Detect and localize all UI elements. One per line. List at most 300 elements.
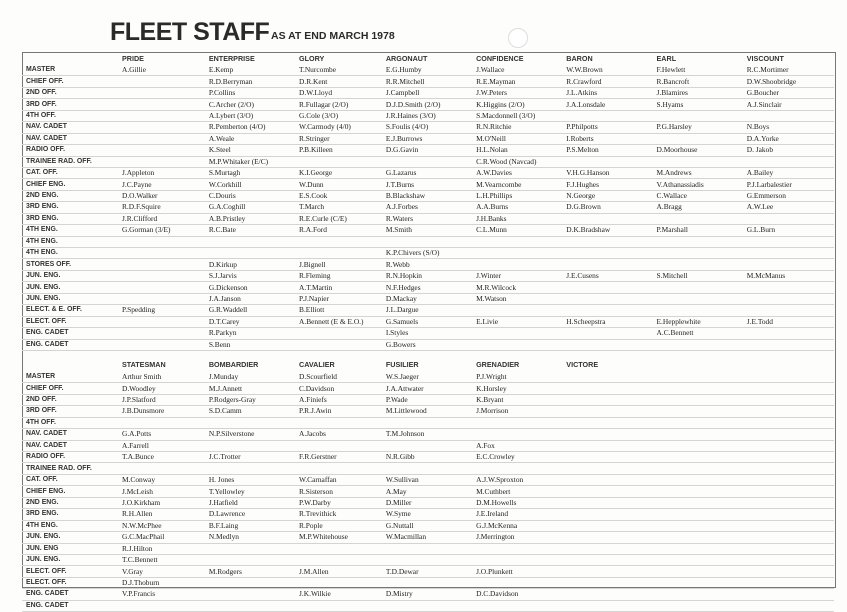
- staff-name-cell: C.R.Wood (Navcad): [473, 156, 563, 167]
- staff-name-cell: R.R.Mitchell: [383, 76, 473, 87]
- staff-name-cell: J.E.Ireland: [473, 509, 563, 520]
- staff-name-cell: [296, 417, 383, 428]
- staff-name-cell: [744, 394, 834, 405]
- staff-name-cell: E.Livie: [473, 316, 563, 327]
- staff-name-cell: [296, 156, 383, 167]
- table-row: [22, 486, 834, 497]
- staff-name-cell: D.Mistry: [383, 589, 473, 600]
- staff-name-cell: N.R.Gibb: [383, 452, 473, 463]
- staff-name-cell: [654, 486, 744, 497]
- staff-name-cell: [383, 156, 473, 167]
- staff-name-cell: G.Dickenson: [206, 282, 296, 293]
- staff-name-cell: R.N.Ritchie: [473, 122, 563, 133]
- table-row: [22, 440, 834, 451]
- staff-name-cell: S.Mitchell: [654, 270, 744, 281]
- rank-label: ELECT. OFF.: [22, 566, 119, 577]
- staff-name-cell: M.J.Annett: [206, 383, 296, 394]
- staff-name-cell: [654, 133, 744, 144]
- staff-name-cell: G.J.McKenna: [473, 520, 563, 531]
- rank-label: 4TH ENG.: [22, 520, 119, 531]
- staff-name-cell: J.Hatfield: [206, 497, 296, 508]
- staff-name-cell: [654, 372, 744, 383]
- rank-label: ELECT. OFF.: [22, 577, 119, 588]
- staff-name-cell: [473, 577, 563, 588]
- staff-name-cell: [563, 497, 653, 508]
- ship-name-header: GLORY: [299, 53, 325, 63]
- staff-name-cell: R.Stringer: [296, 133, 383, 144]
- staff-name-cell: R.N.Hopkin: [383, 270, 473, 281]
- staff-name-cell: D.A.Yorke: [744, 133, 834, 144]
- staff-name-cell: G.A.Potts: [119, 429, 206, 440]
- staff-name-cell: A.Bragg: [654, 202, 744, 213]
- rank-label: 3RD OFF.: [22, 99, 119, 110]
- staff-name-cell: [473, 463, 563, 474]
- staff-name-cell: [654, 452, 744, 463]
- rank-label: 2ND ENG.: [22, 190, 119, 201]
- rank-label: JUN. ENG.: [22, 532, 119, 543]
- staff-name-cell: A.W.Davies: [473, 167, 563, 178]
- staff-name-cell: V.Athanassiadis: [654, 179, 744, 190]
- staff-name-cell: [206, 236, 296, 247]
- staff-name-cell: [119, 236, 206, 247]
- staff-name-cell: T.A.Bunce: [119, 452, 206, 463]
- rank-label: 3RD OFF.: [22, 406, 119, 417]
- table-row: [22, 248, 834, 259]
- staff-name-cell: D.Kirkup: [206, 259, 296, 270]
- staff-name-cell: J.A.Janson: [206, 293, 296, 304]
- staff-name-cell: [744, 236, 834, 247]
- staff-name-cell: F.Hewlett: [654, 65, 744, 76]
- staff-name-cell: J.R.Clifford: [119, 213, 206, 224]
- staff-name-cell: [206, 417, 296, 428]
- staff-name-cell: D.T.Carey: [206, 316, 296, 327]
- staff-name-cell: Arthur Smith: [119, 372, 206, 383]
- ship-name-header: [744, 359, 834, 372]
- staff-name-cell: R.Sisterson: [296, 486, 383, 497]
- staff-name-cell: [119, 282, 206, 293]
- staff-name-cell: F.J.Hughes: [563, 179, 653, 190]
- staff-name-cell: [744, 440, 834, 451]
- rank-label: MASTER: [22, 372, 119, 383]
- staff-name-cell: R.Bancroft: [654, 76, 744, 87]
- rank-label: CHIEF OFF.: [22, 76, 119, 87]
- staff-name-cell: [119, 122, 206, 133]
- rank-label: JUN. ENG.: [22, 282, 119, 293]
- staff-name-cell: M.P.Whitehouse: [296, 532, 383, 543]
- staff-name-cell: A.Bennett (E & E.O.): [296, 316, 383, 327]
- table-row: [22, 328, 834, 339]
- staff-name-cell: J.C.Payne: [119, 179, 206, 190]
- staff-name-cell: [744, 566, 834, 577]
- staff-name-cell: [563, 589, 653, 600]
- staff-name-cell: E.Kemp: [206, 65, 296, 76]
- rank-label: CAT. OFF.: [22, 167, 119, 178]
- staff-name-cell: G.Samuels: [383, 316, 473, 327]
- staff-name-cell: [206, 577, 296, 588]
- staff-name-cell: K.Bryant: [473, 394, 563, 405]
- staff-name-cell: P.W.Darby: [296, 497, 383, 508]
- staff-name-cell: J.T.Burns: [383, 179, 473, 190]
- staff-name-cell: D.W.Lloyd: [296, 87, 383, 98]
- staff-name-cell: R.Crawford: [563, 76, 653, 87]
- staff-name-cell: [473, 259, 563, 270]
- staff-name-cell: [563, 248, 653, 259]
- staff-name-cell: J.A.Lonsdale: [563, 99, 653, 110]
- rank-label: JUN. ENG.: [22, 554, 119, 565]
- staff-name-cell: [206, 600, 296, 611]
- staff-name-cell: S.Hyams: [654, 99, 744, 110]
- staff-name-cell: [296, 236, 383, 247]
- staff-name-cell: [744, 293, 834, 304]
- staff-name-cell: R.Fullagar (2/O): [296, 99, 383, 110]
- staff-name-cell: S.Foulis (4/O): [383, 122, 473, 133]
- staff-name-cell: J.Merrington: [473, 532, 563, 543]
- lower-ship-header-row: [22, 359, 834, 372]
- ship-name-header: PRIDE: [121, 53, 144, 63]
- staff-name-cell: J.O.Plunkett: [473, 566, 563, 577]
- staff-name-cell: W.Macmillan: [383, 532, 473, 543]
- staff-name-cell: S.Murtagh: [206, 167, 296, 178]
- staff-name-cell: [654, 282, 744, 293]
- staff-name-cell: [654, 532, 744, 543]
- staff-name-cell: J.E.Cusens: [563, 270, 653, 281]
- staff-name-cell: [383, 236, 473, 247]
- staff-name-cell: M.McManus: [744, 270, 834, 281]
- ship-name-header: ARGONAUT: [385, 53, 428, 63]
- staff-name-cell: [563, 406, 653, 417]
- staff-name-cell: D.K.Bradshaw: [563, 225, 653, 236]
- staff-name-cell: P.S.Melton: [563, 145, 653, 156]
- staff-name-cell: J.L.Atkins: [563, 87, 653, 98]
- staff-name-cell: B.F.Laing: [206, 520, 296, 531]
- staff-name-cell: R.E.Curle (C/E): [296, 213, 383, 224]
- table-row: [22, 282, 834, 293]
- staff-name-cell: [744, 543, 834, 554]
- staff-name-cell: F.R.Gerstner: [296, 452, 383, 463]
- staff-name-cell: A.W.Lee: [744, 202, 834, 213]
- staff-name-cell: [744, 213, 834, 224]
- staff-name-cell: D.J.D.Smith (2/O): [383, 99, 473, 110]
- staff-name-cell: [296, 600, 383, 611]
- staff-name-cell: [206, 463, 296, 474]
- staff-name-cell: D.Mackay: [383, 293, 473, 304]
- table-row: [22, 259, 834, 270]
- staff-name-cell: A.J.Forbes: [383, 202, 473, 213]
- staff-name-cell: W.Carmody (4/0): [296, 122, 383, 133]
- staff-name-cell: [383, 543, 473, 554]
- staff-name-cell: [119, 248, 206, 259]
- section-spacer: [22, 350, 834, 359]
- staff-name-cell: J.Munday: [206, 372, 296, 383]
- table-row: [22, 236, 834, 247]
- staff-name-cell: J.W.Peters: [473, 87, 563, 98]
- ship-name-header: CONFIDENCE: [476, 53, 524, 63]
- staff-name-cell: [654, 474, 744, 485]
- staff-name-cell: L.H.Phillips: [473, 190, 563, 201]
- staff-name-cell: [296, 328, 383, 339]
- staff-name-cell: [206, 543, 296, 554]
- staff-name-cell: J.Campbell: [383, 87, 473, 98]
- rank-label: TRAINEE RAD. OFF.: [22, 156, 119, 167]
- staff-name-cell: M.R.Wilcock: [473, 282, 563, 293]
- staff-name-cell: [119, 328, 206, 339]
- staff-name-cell: [563, 463, 653, 474]
- staff-name-cell: [563, 452, 653, 463]
- rank-label: 2ND OFF.: [22, 87, 119, 98]
- staff-name-cell: [119, 259, 206, 270]
- staff-name-cell: T.March: [296, 202, 383, 213]
- staff-name-cell: [654, 394, 744, 405]
- rank-label: ELECT. & E. OFF.: [22, 305, 119, 316]
- table-row: [22, 497, 834, 508]
- staff-name-cell: [563, 520, 653, 531]
- staff-name-cell: A.J.W.Sproxton: [473, 474, 563, 485]
- table-row: [22, 383, 834, 394]
- table-row: [22, 429, 834, 440]
- staff-name-cell: G.Lazarus: [383, 167, 473, 178]
- table-row: [22, 316, 834, 327]
- staff-name-cell: N.P.Silverstone: [206, 429, 296, 440]
- staff-name-cell: H.Scheepstra: [563, 316, 653, 327]
- staff-name-cell: [563, 156, 653, 167]
- staff-name-cell: [744, 486, 834, 497]
- staff-name-cell: [119, 270, 206, 281]
- staff-name-cell: [473, 328, 563, 339]
- staff-name-cell: M.Cuthbert: [473, 486, 563, 497]
- ship-name-header: CAVALIER: [299, 360, 335, 370]
- staff-name-cell: [563, 417, 653, 428]
- staff-name-cell: A.Lybert (3/O): [206, 110, 296, 121]
- staff-name-cell: G.Boucher: [744, 87, 834, 98]
- table-row: [22, 122, 834, 133]
- rank-label: CHIEF OFF.: [22, 383, 119, 394]
- staff-name-cell: H.L.Nolan: [473, 145, 563, 156]
- rank-label: NAV. CADET: [22, 122, 119, 133]
- staff-name-cell: S.Benn: [206, 339, 296, 350]
- table-row: [22, 190, 834, 201]
- rank-label: 4TH OFF.: [22, 110, 119, 121]
- staff-name-cell: A.J.Sinclair: [744, 99, 834, 110]
- staff-name-cell: [654, 577, 744, 588]
- staff-name-cell: J.P.Slatford: [119, 394, 206, 405]
- staff-name-cell: [296, 554, 383, 565]
- staff-name-cell: [119, 76, 206, 87]
- staff-name-cell: [563, 259, 653, 270]
- staff-name-cell: A.A.Burns: [473, 202, 563, 213]
- table-row: [22, 145, 834, 156]
- staff-name-cell: [296, 463, 383, 474]
- staff-name-cell: [119, 99, 206, 110]
- staff-name-cell: [563, 372, 653, 383]
- staff-name-cell: [654, 463, 744, 474]
- staff-name-cell: [119, 87, 206, 98]
- staff-name-cell: [119, 133, 206, 144]
- staff-name-cell: [744, 429, 834, 440]
- staff-name-cell: R.A.Ford: [296, 225, 383, 236]
- staff-name-cell: S.Macdonnell (3/O): [473, 110, 563, 121]
- staff-name-cell: M.Vearncombe: [473, 179, 563, 190]
- staff-name-cell: A.May: [383, 486, 473, 497]
- staff-name-cell: W.W.Brown: [563, 65, 653, 76]
- staff-name-cell: [563, 394, 653, 405]
- staff-name-cell: R.Pople: [296, 520, 383, 531]
- staff-name-cell: [654, 600, 744, 611]
- staff-name-cell: M.O'Neill: [473, 133, 563, 144]
- rank-label: 4TH ENG.: [22, 248, 119, 259]
- staff-name-cell: [383, 417, 473, 428]
- staff-name-cell: J.R.Haines (3/O): [383, 110, 473, 121]
- staff-name-cell: [473, 429, 563, 440]
- staff-name-cell: [119, 463, 206, 474]
- staff-name-cell: [744, 156, 834, 167]
- staff-name-cell: [119, 417, 206, 428]
- staff-name-cell: [563, 486, 653, 497]
- staff-name-cell: W.Dunn: [296, 179, 383, 190]
- staff-name-cell: G.Gorman (3/E): [119, 225, 206, 236]
- staff-name-cell: M.Smith: [383, 225, 473, 236]
- staff-name-cell: [473, 305, 563, 316]
- rank-header-blank: [22, 52, 119, 65]
- punch-hole-mark: [508, 28, 528, 48]
- rank-label: ELECT. OFF.: [22, 316, 119, 327]
- staff-name-cell: T.C.Bennett: [119, 554, 206, 565]
- staff-name-cell: K.Steel: [206, 145, 296, 156]
- staff-name-cell: [563, 328, 653, 339]
- rank-label: ENG. CADET: [22, 600, 119, 611]
- document-title: FLEET STAFF: [110, 18, 270, 46]
- staff-name-cell: [563, 429, 653, 440]
- staff-name-cell: H. Jones: [206, 474, 296, 485]
- staff-name-cell: R.C.Bate: [206, 225, 296, 236]
- staff-name-cell: J.A.Attwater: [383, 383, 473, 394]
- table-row: [22, 65, 834, 76]
- staff-name-cell: [119, 156, 206, 167]
- staff-name-cell: [744, 600, 834, 611]
- staff-name-cell: P.Collins: [206, 87, 296, 98]
- staff-name-cell: R.Waters: [383, 213, 473, 224]
- ship-name-header: ENTERPRISE: [208, 53, 255, 63]
- table-row: [22, 99, 834, 110]
- staff-name-cell: J.O.Kirkham: [119, 497, 206, 508]
- staff-name-cell: J.L.Dargue: [383, 305, 473, 316]
- ship-name-header: [654, 359, 744, 372]
- staff-name-cell: A.Weale: [206, 133, 296, 144]
- table-row: [22, 509, 834, 520]
- staff-name-cell: R.Trevithick: [296, 509, 383, 520]
- staff-name-cell: D.C.Davidson: [473, 589, 563, 600]
- staff-name-cell: [563, 566, 653, 577]
- rank-label: 3RD ENG.: [22, 202, 119, 213]
- rank-header-blank: [22, 359, 119, 372]
- staff-name-cell: R.Fleming: [296, 270, 383, 281]
- staff-name-cell: [744, 509, 834, 520]
- table-row: [22, 339, 834, 350]
- table-row: [22, 156, 834, 167]
- staff-name-cell: P.Philpotts: [563, 122, 653, 133]
- staff-name-cell: P.Marshall: [654, 225, 744, 236]
- staff-name-cell: D.R.Kent: [296, 76, 383, 87]
- staff-name-cell: J.E.Todd: [744, 316, 834, 327]
- staff-name-cell: E.S.Cook: [296, 190, 383, 201]
- staff-name-cell: [654, 440, 744, 451]
- staff-name-cell: [473, 417, 563, 428]
- rank-label: 4TH ENG.: [22, 236, 119, 247]
- staff-name-cell: [744, 532, 834, 543]
- staff-name-cell: S.J.Jarvis: [206, 270, 296, 281]
- staff-name-cell: P.Spedding: [119, 305, 206, 316]
- table-row: [22, 133, 834, 144]
- staff-name-cell: [563, 554, 653, 565]
- staff-name-cell: B.Elliott: [296, 305, 383, 316]
- staff-name-cell: B.Blackshaw: [383, 190, 473, 201]
- staff-name-cell: W.Corkhill: [206, 179, 296, 190]
- staff-name-cell: J.Wallace: [473, 65, 563, 76]
- staff-name-cell: [206, 554, 296, 565]
- staff-name-cell: C.Archer (2/O): [206, 99, 296, 110]
- staff-name-cell: G.R.Waddell: [206, 305, 296, 316]
- staff-name-cell: [654, 110, 744, 121]
- staff-name-cell: [119, 293, 206, 304]
- table-row: [22, 293, 834, 304]
- table-row: [22, 179, 834, 190]
- ship-name-header: GRENADIER: [476, 360, 520, 370]
- staff-name-cell: D.Scourfield: [296, 372, 383, 383]
- ship-name-header: VICTORE: [566, 360, 599, 370]
- staff-name-cell: G.C.MacPhail: [119, 532, 206, 543]
- staff-name-cell: D.G.Brown: [563, 202, 653, 213]
- staff-name-cell: [744, 474, 834, 485]
- staff-name-cell: [744, 372, 834, 383]
- staff-name-cell: W.Sullivan: [383, 474, 473, 485]
- table-row: [22, 305, 834, 316]
- staff-name-cell: P.J.Larbalestier: [744, 179, 834, 190]
- table-row: [22, 167, 834, 178]
- staff-name-cell: [654, 248, 744, 259]
- staff-name-cell: [119, 316, 206, 327]
- staff-name-cell: R.H.Allen: [119, 509, 206, 520]
- staff-name-cell: T.Yellowley: [206, 486, 296, 497]
- staff-name-cell: J.B.Dunsmore: [119, 406, 206, 417]
- table-row: [22, 372, 834, 383]
- rank-label: JUN. ENG.: [22, 270, 119, 281]
- staff-name-cell: N.Medlyn: [206, 532, 296, 543]
- staff-name-cell: P.J.Napier: [296, 293, 383, 304]
- staff-name-cell: D.W.Shoobridge: [744, 76, 834, 87]
- staff-name-cell: [383, 600, 473, 611]
- staff-name-cell: J.Bignell: [296, 259, 383, 270]
- rank-label: RADIO OFF.: [22, 452, 119, 463]
- staff-name-cell: [744, 452, 834, 463]
- staff-name-cell: E.J.Burrows: [383, 133, 473, 144]
- staff-name-cell: J.C.Trotter: [206, 452, 296, 463]
- staff-name-cell: P.G.Harsley: [654, 122, 744, 133]
- staff-name-cell: A.T.Martin: [296, 282, 383, 293]
- staff-name-cell: [296, 339, 383, 350]
- staff-name-cell: [654, 156, 744, 167]
- staff-name-cell: J.Blamires: [654, 87, 744, 98]
- staff-name-cell: [563, 110, 653, 121]
- staff-name-cell: A.Jacobs: [296, 429, 383, 440]
- staff-name-cell: N.W.McPhee: [119, 520, 206, 531]
- staff-name-cell: J.M.Allen: [296, 566, 383, 577]
- staff-name-cell: [563, 339, 653, 350]
- staff-name-cell: R.D.Berryman: [206, 76, 296, 87]
- ship-name-header: FUSILIER: [385, 360, 419, 370]
- staff-name-cell: J.McLeish: [119, 486, 206, 497]
- staff-name-cell: [654, 383, 744, 394]
- ship-name-header: VISCOUNT: [746, 53, 784, 63]
- staff-name-cell: P.B.Killeen: [296, 145, 383, 156]
